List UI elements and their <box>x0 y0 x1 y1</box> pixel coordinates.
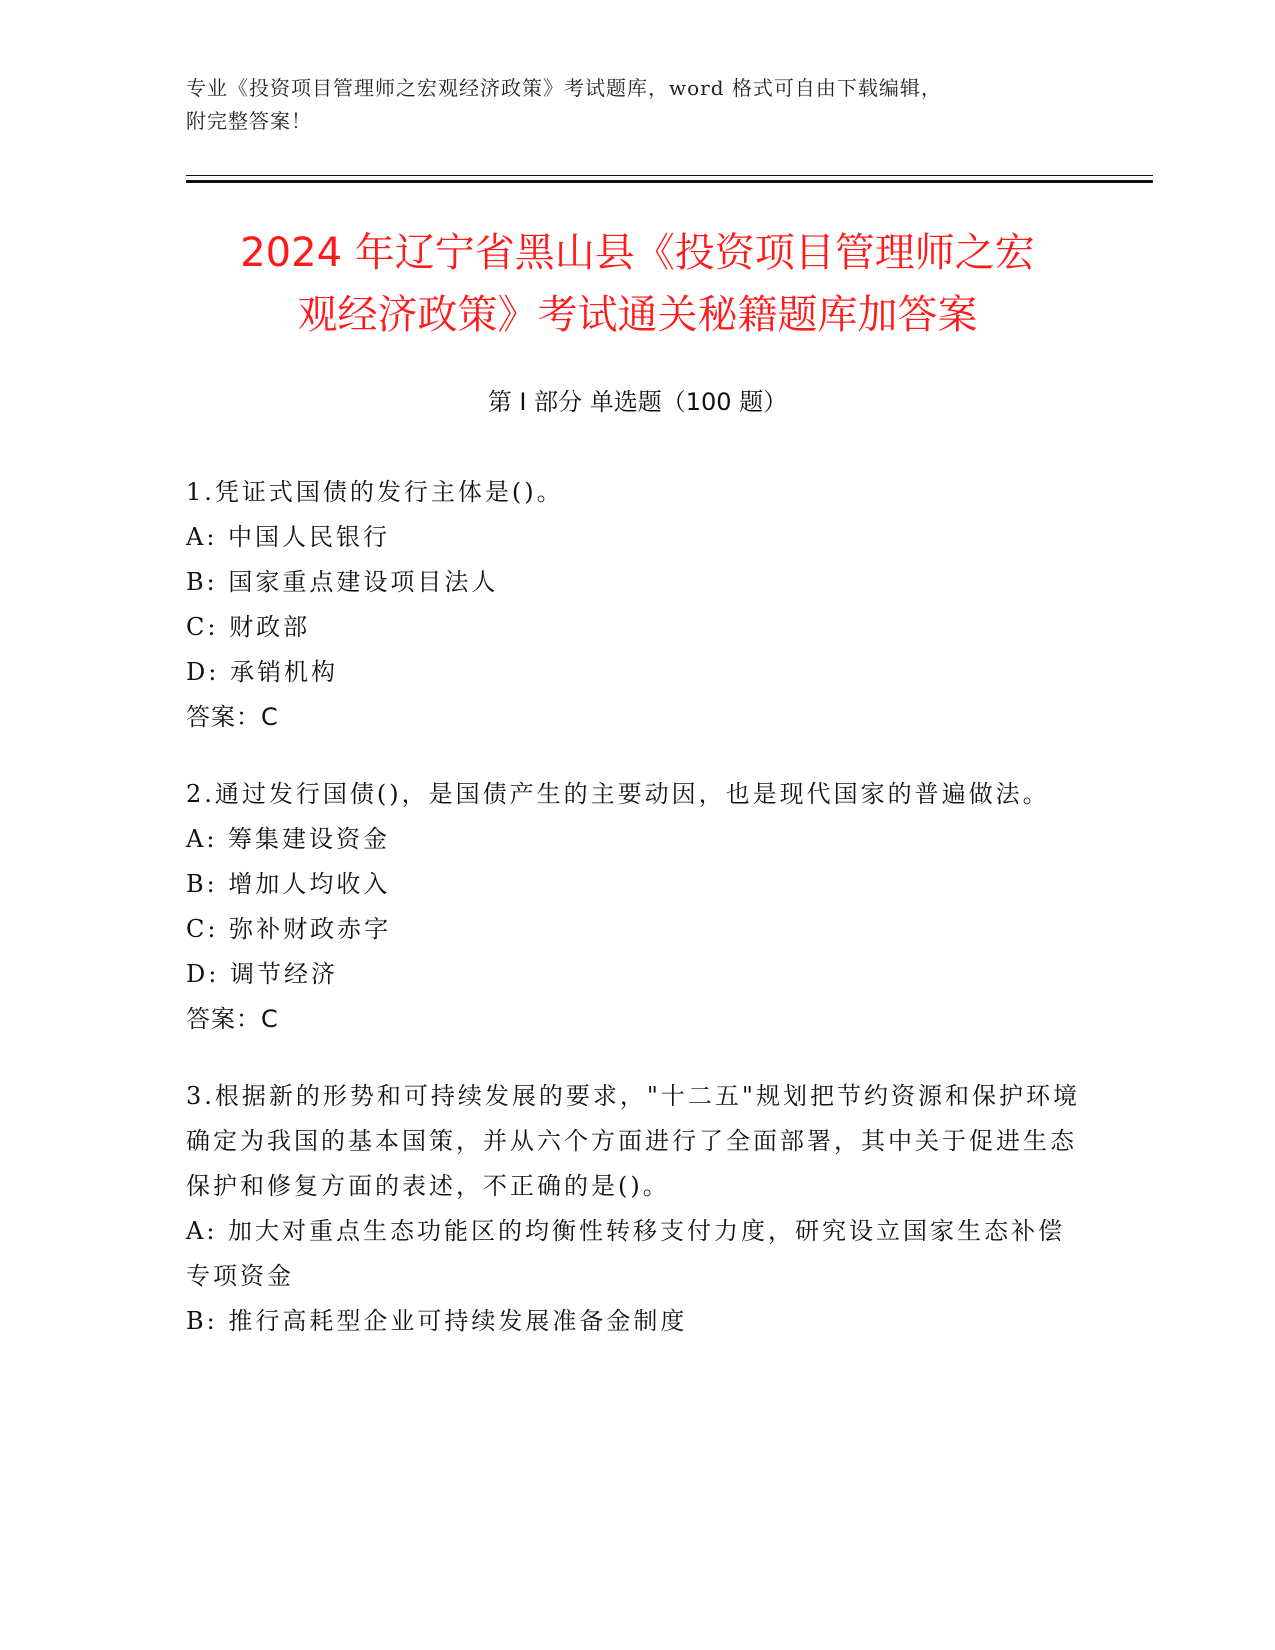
question-text: 3.根据新的形势和可持续发展的要求，"十二五"规划把节约资源和保护环境确定为我国的基本国策，并从六个方面进行了全面部署，其中关于促进生态保护和修复方面的表述，不正确的是()。 <box>186 1082 1080 1200</box>
question-text: 2.通过发行国债()，是国债产生的主要动因，也是现代国家的普遍做法。 <box>186 780 1050 808</box>
option-a: A: 中国人民银行 <box>186 523 391 551</box>
option-a: A: 筹集建设资金 <box>186 825 391 853</box>
question-item <box>186 470 1086 740</box>
option-b: B: 增加人均收入 <box>186 870 391 898</box>
answer-text: 答案：C <box>186 703 279 731</box>
document-title-line: 2024 年辽宁省黑山县《投资项目管理师之宏 <box>240 230 1035 276</box>
question-item <box>186 772 1086 1042</box>
header-divider-thin <box>186 175 1153 176</box>
header-note <box>186 72 1086 138</box>
option-d: D: 承销机构 <box>186 658 338 686</box>
option-a: A: 加大对重点生态功能区的均衡性转移支付力度，研究设立国家生态补偿专项资金 <box>186 1217 1066 1290</box>
option-b: B: 国家重点建设项目法人 <box>186 568 499 596</box>
option-d: D: 调节经济 <box>186 960 338 988</box>
question-text: 1.凭证式国债的发行主体是()。 <box>186 478 564 506</box>
header-divider-thick <box>186 180 1153 183</box>
document-title-line: 观经济政策》考试通关秘籍题库加答案 <box>297 292 978 338</box>
option-b: B: 推行高耗型企业可持续发展准备金制度 <box>186 1307 688 1335</box>
section-heading: 第 I 部分 单选题（100 题） <box>487 388 788 416</box>
header-note-line: 附完整答案！ <box>186 109 312 133</box>
question-item <box>186 1074 1086 1344</box>
header-note-line: 专业《投资项目管理师之宏观经济政策》考试题库，word 格式可自由下载编辑， <box>186 76 942 100</box>
document-title <box>130 222 1145 346</box>
question-list <box>186 470 1086 1376</box>
option-c: C: 弥补财政赤字 <box>186 915 392 943</box>
option-c: C: 财政部 <box>186 613 311 641</box>
answer-text: 答案：C <box>186 1005 279 1033</box>
